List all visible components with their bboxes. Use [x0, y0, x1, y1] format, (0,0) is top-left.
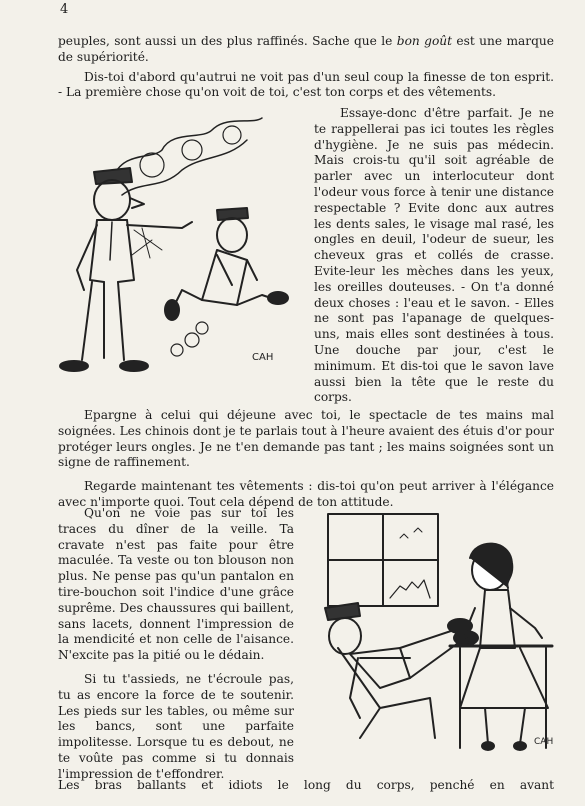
text: est une marque de supériorité.: [58, 34, 554, 64]
paragraph-5: Regarde maintenant tes vêtements : dis-toi qu'on peut arriver à l'élégance avec n'importe quoi. Tout cela dépend de ton attitude.: [58, 479, 554, 509]
intro-block: [58, 34, 554, 101]
paragraph-6: Qu'on ne voie pas sur toi les traces du dîner de la veille. Ta cravate n'est pas faite pour être maculée. Ta veste ou ton blouson non plus. Ne pense pas qu'un pantalon en tire-bouchon soit l'indice d'une grâce suprême. Des chaussures qui baillent, sans lacets, donnent l'impression de la mendicité et non celle de l'aisance. N'excite pas la pitié ou le dédain.: [58, 506, 294, 663]
illustration-smelly-man: [52, 110, 292, 390]
paragraph-3: [314, 106, 554, 406]
signature: CAH: [534, 737, 554, 747]
paragraph-3-text: Essaye-donc d'être parfait. Je ne te rappellerai pas ici toutes les règles d'hygiène. Je ne suis pas médecin. Mais crois-tu qu'il soit agréable de parler avec un interlocuteur dont l'odeur vous force à tenir une distance respectable ? Evite donc aux autres les dents sales, le visage mal rasé, les ongles en deuil, l'odeur de sueur, les cheveux gras et collés de crasse. Evite-leur les mèches dans les yeux, les oreilles douteuses. - On t'a donné deux choses : l'eau et le savon. - Elles ne sont pas l'apanage de quelques-uns, mais elles sont destinées à tous. Une douche par jour, c'est le minimum. Et dis-toi que le savon lave aussi bien la tête que le reste du corps.: [314, 106, 554, 405]
paragraph-7: Si tu t'assieds, ne t'écroule pas, tu as encore la force de te soutenir. Les pieds sur les tables, ou même sur les bancs, sont une parfaite impolitesse. Lorsque tu es debout, ne te voûte pas comme si tu donnais l'impression de t'effondrer.: [58, 671, 294, 781]
emphasis: bon goût: [396, 34, 453, 48]
middle-block: [58, 408, 554, 511]
signature: CAH: [252, 352, 274, 363]
illustration-feet-on-table: [320, 508, 560, 756]
left-column: [58, 506, 294, 783]
page-number: 4: [60, 2, 69, 17]
paragraph-1: [58, 34, 554, 66]
paragraph-4: Epargne à celui qui déjeune avec toi, le spectacle de tes mains mal soignées. Les chinois dont je te parlais tout à l'heure avaient des étuis d'or pour protéger leurs ongles. Je ne t'en demande pas tant ; les mains soignées sont un signe de raffinement.: [58, 408, 554, 470]
paragraph-8: Les bras ballants et idiots le long du corps, penché en avant: [58, 778, 554, 792]
text: peuples, sont aussi un des plus raffinés. Sache que le: [58, 34, 397, 48]
paragraph-2: Dis-toi d'abord qu'autrui ne voit pas d'un seul coup la finesse de ton esprit. - La première chose qu'on voit de toi, c'est ton corps et des vêtements.: [58, 69, 554, 100]
